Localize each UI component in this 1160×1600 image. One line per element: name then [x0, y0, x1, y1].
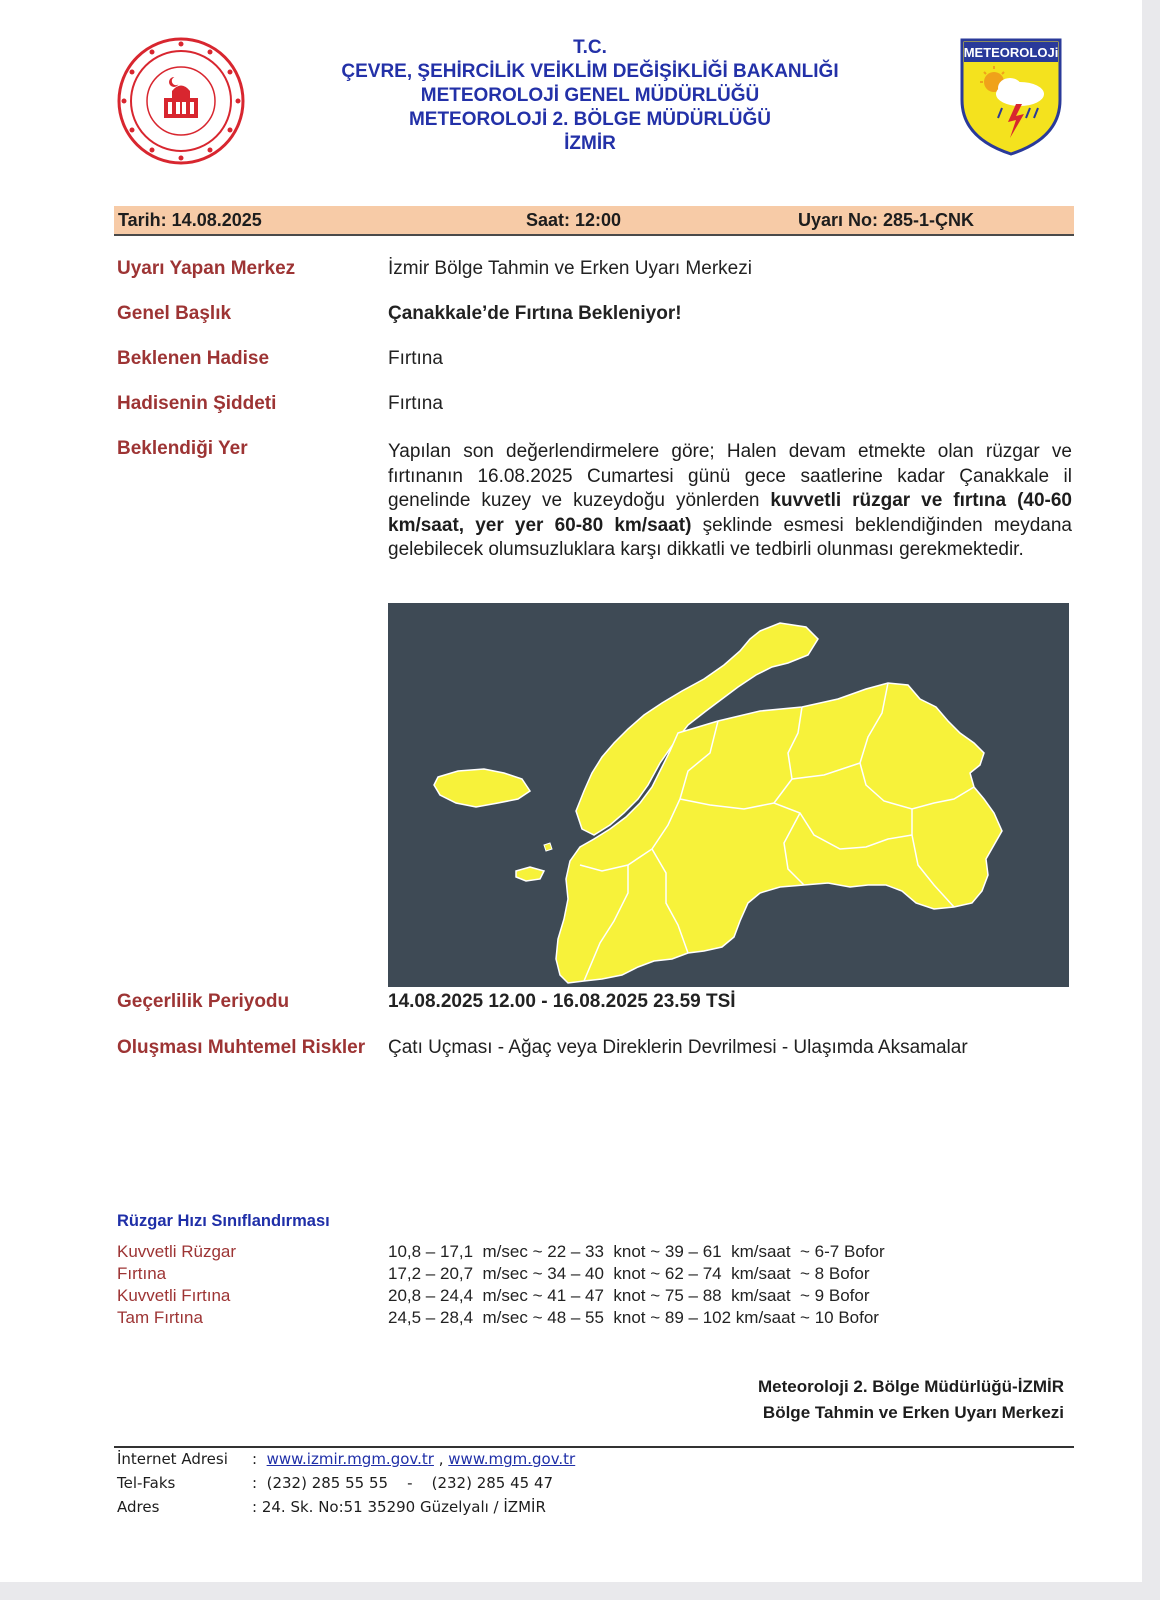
header-titles — [300, 36, 880, 156]
izmir-mgm-link[interactable]: www.izmir.mgm.gov.tr — [266, 1450, 434, 1468]
issue-time: Saat: 12:00 — [526, 210, 622, 230]
footer-address-value: : 24. Sk. No:51 35290 Güzelyalı / İZMİR — [252, 1498, 546, 1516]
severity-value: Fırtına — [388, 393, 443, 414]
description-text-bold: kuvvetli rüzgar ve fırtına (40-60 km/saat, yer yer 60-80 km/saat) — [388, 490, 1072, 536]
footer-web-comma: , — [438, 1450, 444, 1468]
wind-row-name: Kuvvetli Fırtına — [117, 1286, 231, 1305]
wind-row-value: 17,2 – 20,7 m/sec ~ 34 – 40 knot ~ 62 – 74 km/saat ~ 8 Bofor — [388, 1264, 870, 1283]
event-label: Beklenen Hadise — [117, 348, 270, 369]
place-label: Beklendiği Yer — [117, 438, 248, 459]
header-line-city: İZMİR — [564, 133, 616, 154]
wind-row-name: Fırtına — [117, 1264, 167, 1283]
validity-label: Geçerlilik Periyodu — [117, 991, 290, 1012]
wind-row-name: Kuvvetli Rüzgar — [117, 1242, 237, 1261]
footer-tel-value: : (232) 285 55 55 - (232) 285 45 47 — [252, 1474, 554, 1492]
logo-text: METEOROLOJi — [963, 45, 1059, 60]
header-line-regional-directorate: METEOROLOJİ 2. BÖLGE MÜDÜRLÜĞÜ — [408, 109, 772, 130]
wind-row — [0, 1286, 1000, 1308]
footer-divider — [114, 1446, 1074, 1448]
validity-value: 14.08.2025 12.00 - 16.08.2025 23.59 TSİ — [388, 991, 736, 1012]
issue-date: Tarih: 14.08.2025 — [118, 210, 262, 230]
header-line-general-directorate: METEOROLOJİ GENEL MÜDÜRLÜĞÜ — [420, 85, 760, 106]
map-island-tavsan — [544, 843, 552, 851]
date-time-warning-bar — [114, 206, 1074, 236]
footer-address-label: Adres — [117, 1498, 160, 1516]
event-value: Fırtına — [388, 348, 443, 369]
signature-line-1: Meteoroloji 2. Bölge Müdürlüğü-İZMİR — [758, 1377, 1064, 1396]
title-value: Çanakkale’de Fırtına Bekleniyor! — [388, 303, 682, 324]
header-line-ministry: ÇEVRE, ŞEHİRCİLİK VEİKLİM DEĞİŞİKLİĞİ BAKANLIĞI — [341, 61, 839, 82]
wind-classification-title: Rüzgar Hızı Sınıflandırması — [117, 1212, 330, 1230]
mgm-link[interactable]: www.mgm.gov.tr — [448, 1450, 576, 1468]
signature-line-2: Bölge Tahmin ve Erken Uyarı Merkezi — [762, 1403, 1064, 1422]
title-label: Genel Başlık — [117, 303, 232, 324]
footer-tel-label: Tel-Faks — [117, 1474, 176, 1492]
ministry-seal-icon — [116, 36, 246, 166]
header-line-tc: T.C. — [573, 37, 607, 58]
canakkale-warning-map — [388, 603, 1069, 987]
wind-row — [0, 1308, 1000, 1330]
risks-value: Çatı Uçması - Ağaç veya Direklerin Devrilmesi - Ulaşımda Aksamalar — [388, 1037, 968, 1058]
warning-number: Uyarı No: 285-1-ÇNK — [798, 210, 975, 230]
footer-web-value — [252, 1450, 575, 1468]
map-island-bozcaada — [516, 867, 544, 881]
risks-label: Oluşması Muhtemel Riskler — [117, 1037, 366, 1058]
meteoroloji-logo-icon — [960, 38, 1062, 156]
description-text-2: şeklinde esmesi beklendiğinden meydana gelebilecek olumsuzluklara karşı dikkatli ve tedbirli olunması gerekmektedir. — [388, 514, 1072, 560]
wind-row-name: Tam Fırtına — [117, 1308, 203, 1327]
wind-row-value: 10,8 – 17,1 m/sec ~ 22 – 33 knot ~ 39 – 61 km/saat ~ 6-7 Bofor — [388, 1242, 885, 1261]
wind-row-value: 20,8 – 24,4 m/sec ~ 41 – 47 knot ~ 75 – 88 km/saat ~ 9 Bofor — [388, 1286, 870, 1305]
warning-description — [388, 440, 1072, 563]
severity-label: Hadisenin Şiddeti — [117, 393, 277, 414]
footer-web-label: İnternet Adresi — [117, 1450, 228, 1468]
wind-row — [0, 1264, 1000, 1286]
footer-web-separator: : — [252, 1450, 258, 1468]
center-value: İzmir Bölge Tahmin ve Erken Uyarı Merkezi — [388, 258, 752, 279]
center-label: Uyarı Yapan Merkez — [117, 258, 296, 279]
description-text-1: Yapılan son değerlendirmelere göre; Halen devam etmekte olan rüzgar ve fırtınanın 16.08.2025 Cumartesi günü gece saatlerine kadar Çanakkale il genelinde kuzey ve kuzeydoğu yönlerden — [388, 441, 1072, 511]
wind-row — [0, 1242, 1000, 1264]
signature-block — [620, 1374, 1064, 1426]
wind-row-value: 24,5 – 28,4 m/sec ~ 48 – 55 knot ~ 89 – 102 km/saat ~ 10 Bofor — [388, 1308, 879, 1327]
